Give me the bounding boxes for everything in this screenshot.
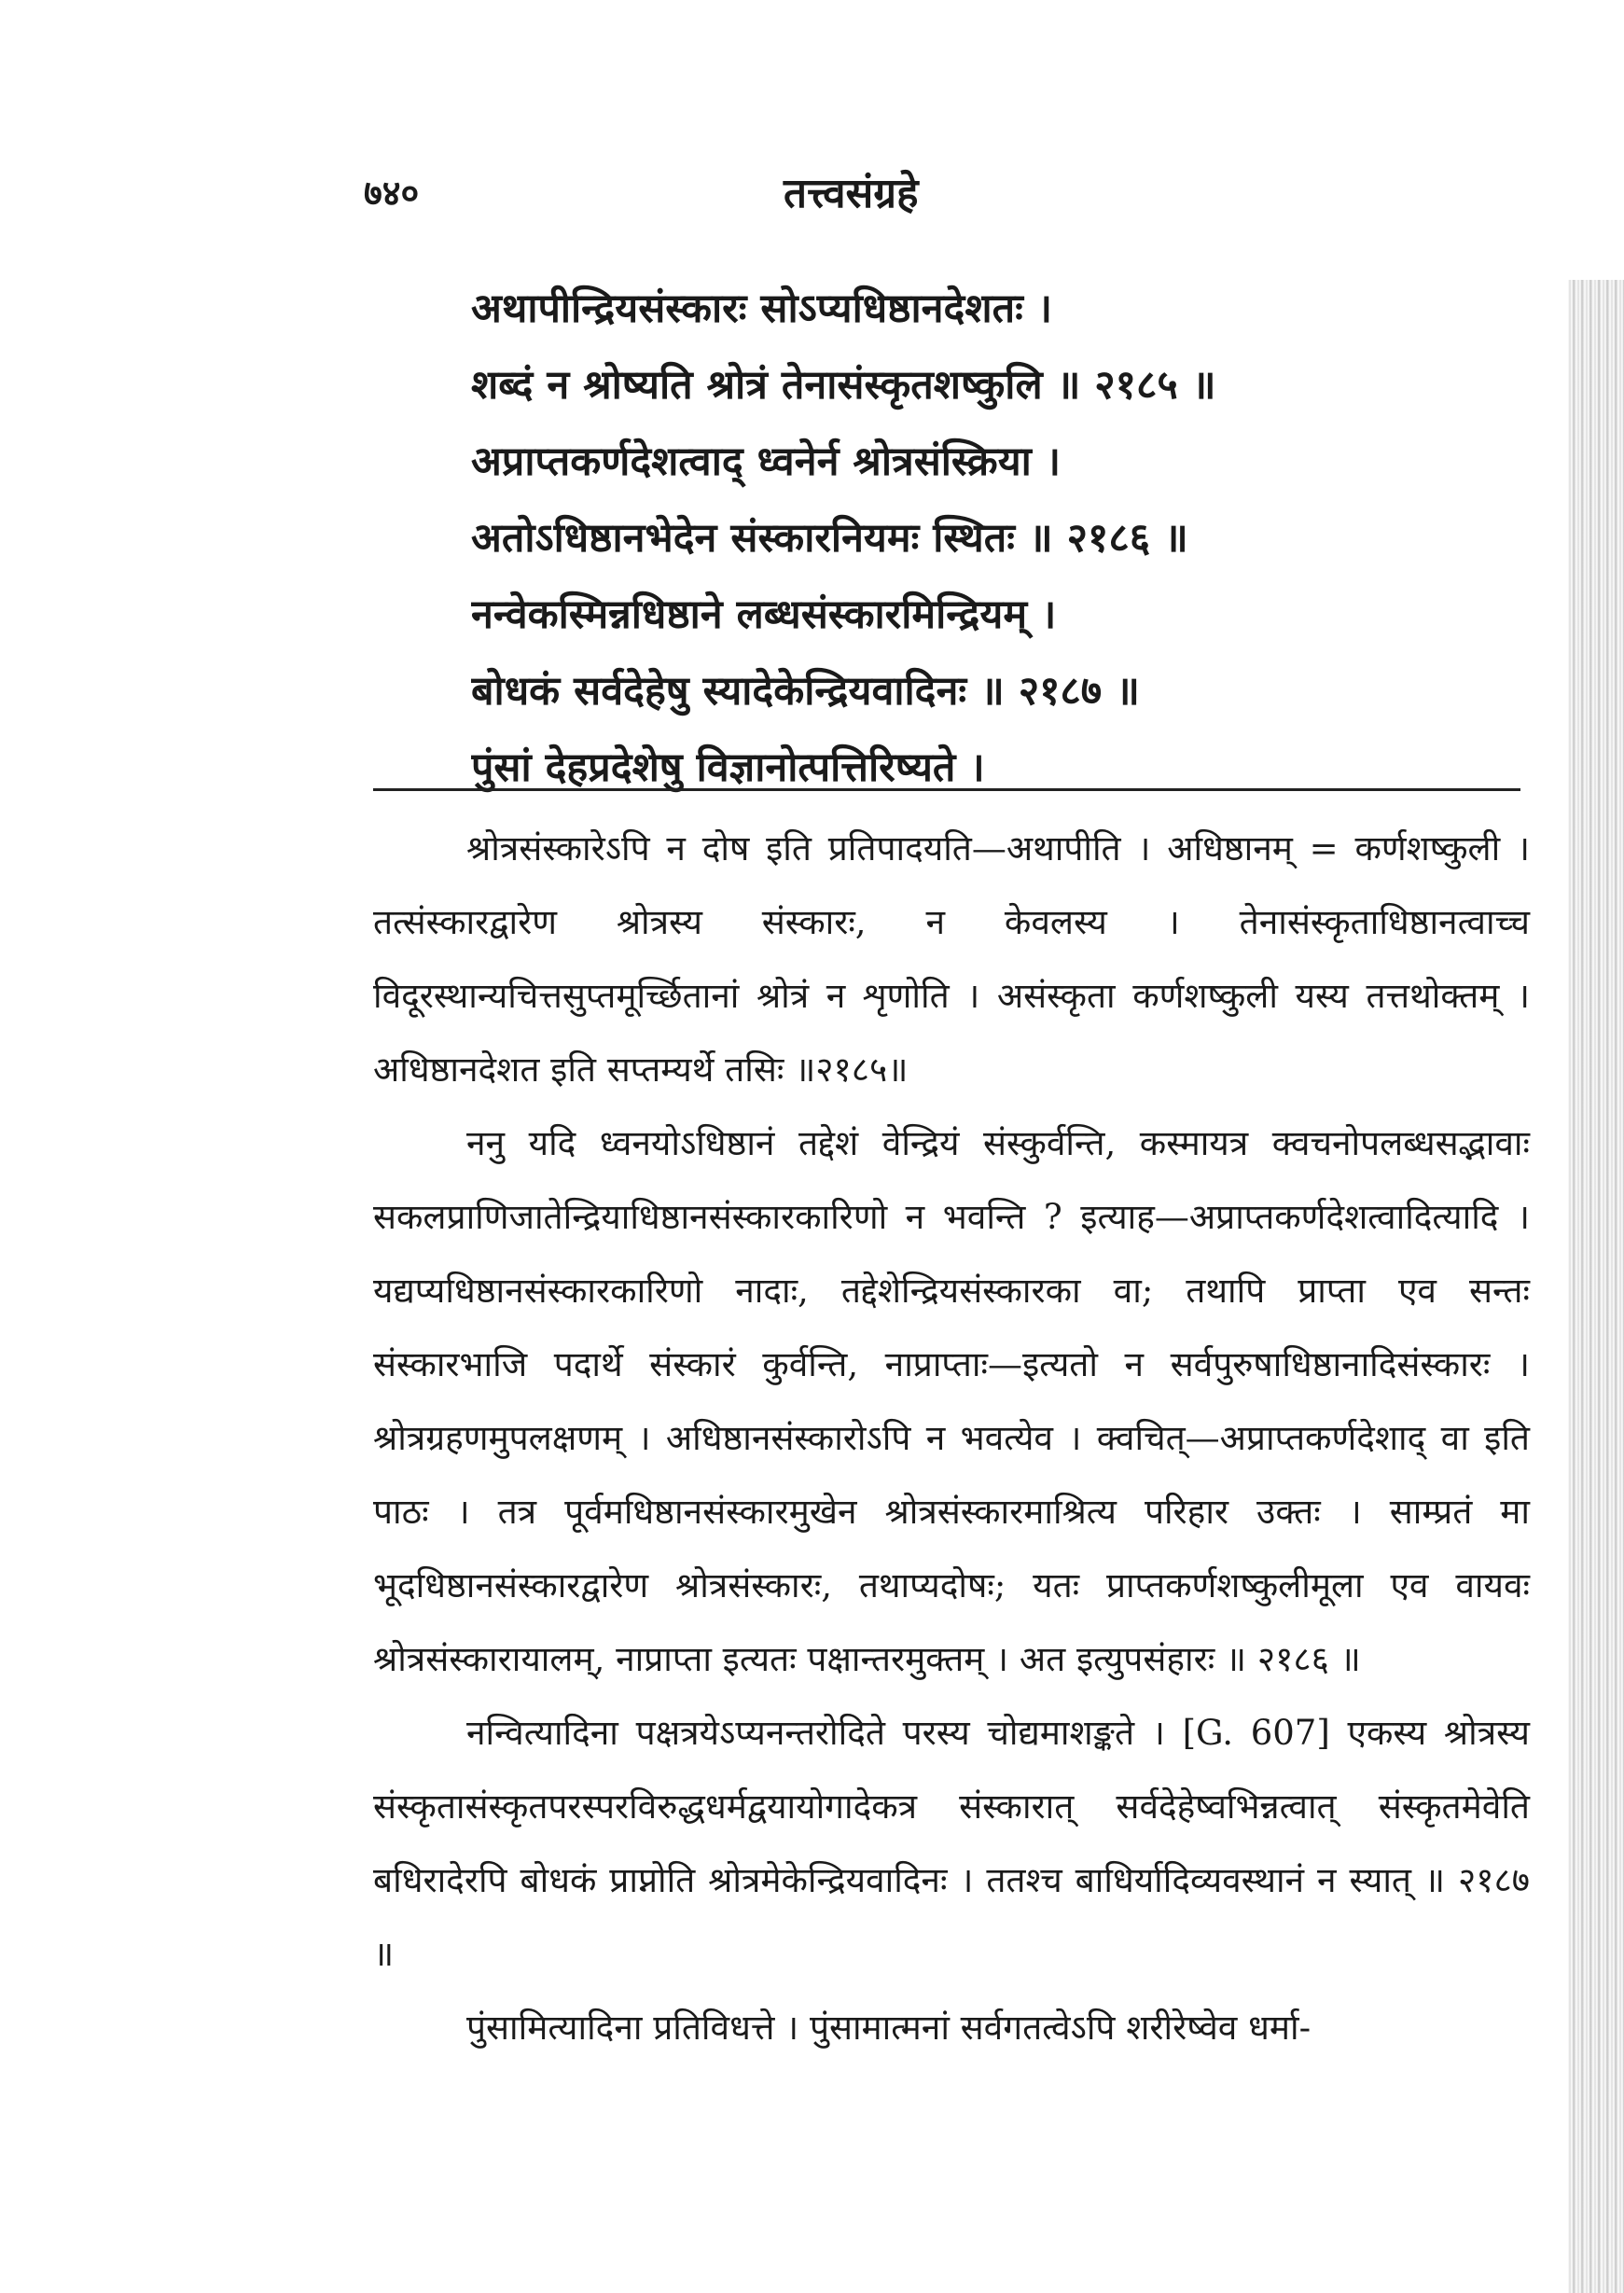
- verse-line: अतोऽधिष्ठानभेदेन संस्कारनियमः स्थितः ॥ २१८६ ॥: [471, 515, 1188, 562]
- verse-line: शब्दं न श्रोष्यति श्रोत्रं तेनासंस्कृतशष्कुलि ॥ २१८५ ॥: [471, 362, 1216, 409]
- commentary-paragraph: पुंसामित्यादिना प्रतिविधत्ते । पुंसामात्मनां सर्वगतत्वेऽपि शरीरेष्वेव धर्मा-: [466, 2008, 1312, 2048]
- section-divider: [373, 788, 1520, 791]
- verse-block: [471, 271, 1553, 806]
- verse-line: नन्वेकस्मिन्नधिष्ठाने लब्धसंस्कारमिन्द्रियम् ।: [471, 591, 1057, 638]
- commentary-block: [373, 812, 1530, 2064]
- commentary-paragraph: ननु यदि ध्वनयोऽधिष्ठानं तद्देशं वेन्द्रियं संस्कुर्वन्ति, कस्मायत्र क्वचनोपलब्धसद्भावाः सकलप्राणिजातेन्द्रियाधिष्ठानसंस्कारकारिणो न भवन्ति ? इत्याह—अप्राप्तकर्णदेशत्वादित्यादि । यद्यप्यधिष्ठानसंस्कारकारिणो नादाः, तद्देशेन्द्रियसंस्कारका वा; तथापि प्राप्ता एव सन्तः संस्कारभाजि पदार्थे संस्कारं कुर्वन्ति, नाप्राप्ताः—इत्यतो न सर्वपुरुषाधिष्ठानादिसंस्कारः । श्रोत्रग्रहणमुपलक्षणम् । अधिष्ठानसंस्कारोऽपि न भवत्येव । क्वचित्—अप्राप्तकर्णदेशाद् वा इति पाठः । तत्र पूर्वमधिष्ठानसंस्कारमुखेन श्रोत्रसंस्कारमाश्रित्य परिहार उक्तः । साम्प्रतं मा भूदधिष्ठानसंस्कारद्वारेण श्रोत्रसंस्कारः, तथाप्यदोषः; यतः प्राप्तकर्णशष्कुलीमूला एव वायवः श्रोत्रसंस्कारायालम्, नाप्राप्ता इत्यतः पक्षान्तरमुक्तम् । अत इत्युपसंहारः ॥ २१८६ ॥: [373, 1123, 1530, 1679]
- page-header: [364, 159, 1520, 224]
- verse-line: बोधकं सर्वदेहेषु स्यादेकेन्द्रियवादिनः ॥ २१८७ ॥: [471, 668, 1140, 715]
- page-number: ७४०: [364, 172, 420, 214]
- verse-line: पुंसां देहप्रदेशेषु विज्ञानोत्पत्तिरिष्यते ।: [471, 744, 985, 791]
- commentary-paragraph: श्रोत्रसंस्कारेऽपि न दोष इति प्रतिपादयति—अथापीति । अधिष्ठानम् = कर्णशष्कुली । तत्संस्कारद्वारेण श्रोत्रस्य संस्कारः, न केवलस्य । तेनासंस्कृताधिष्ठानत्वाच्च विदूरस्थान्यचित्तसुप्तमूर्च्छितानां श्रोत्रं न शृणोति । असंस्कृता कर्णशष्कुली यस्य तत्तथोक्तम् । अधिष्ठानदेशत इति सप्तम्यर्थे तसिः ॥२१८५॥: [373, 828, 1530, 1090]
- verse-line: अप्राप्तकर्णदेशत्वाद् ध्वनेर्न श्रोत्रसंस्क्रिया ।: [471, 438, 1062, 485]
- scan-page-edge: [1568, 280, 1624, 2293]
- verse-line: अथापीन्द्रियसंस्कारः सोऽप्यधिष्ठानदेशतः ।: [471, 285, 1053, 332]
- running-title: तत्त्वसंग्रहे: [784, 170, 919, 217]
- commentary-paragraph: नन्वित्यादिना पक्षत्रयेऽप्यनन्तरोदिते परस्य चोद्यमाशङ्कते । [G. 607] एकस्य श्रोत्रस्य संस्कृतासंस्कृतपरस्परविरुद्धधर्मद्वयायोगादेकत्र संस्कारात् सर्वदेहेष्वभिन्नत्वात् संस्कृतमेवेति बधिरादेरपि बोधकं प्राप्नोति श्रोत्रमेकेन्द्रियवादिनः । ततश्च बाधिर्यादिव्यवस्थानं न स्यात् ॥ २१८७ ॥: [373, 1713, 1530, 1974]
